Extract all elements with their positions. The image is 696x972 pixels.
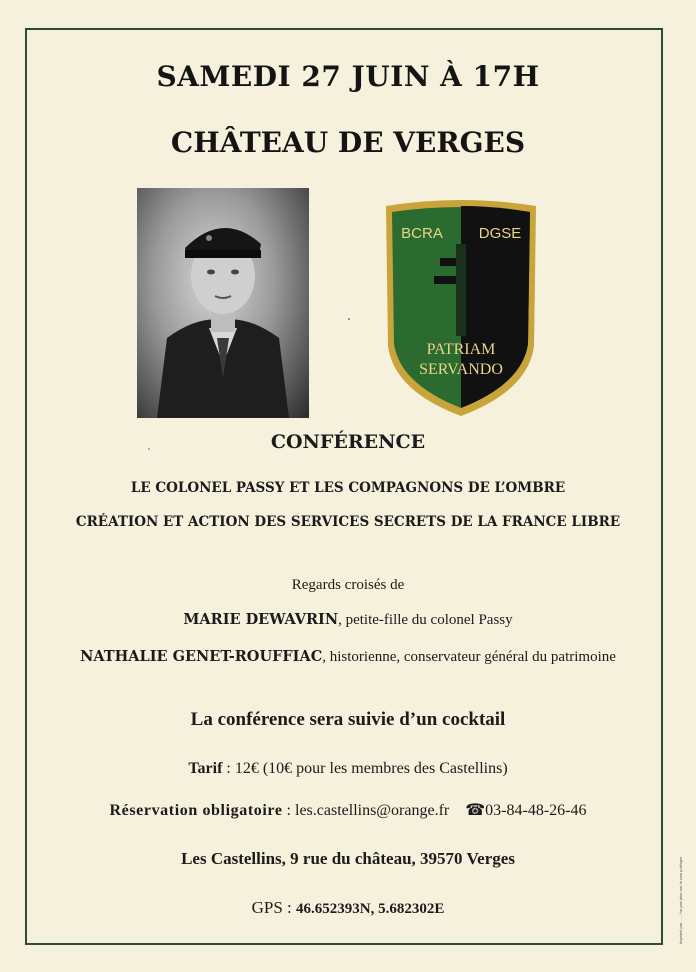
tarif-line [0,760,696,778]
colonel-passy-portrait [137,188,309,418]
speakers-intro: Regards croisés de [291,577,405,593]
speaker-1-name: MARIE DEWAVRIN [183,611,339,628]
conference-subtitle-1: LE COLONEL PASSY ET LES COMPAGNONS DE L’OMBRE [130,480,566,496]
speaker-2 [0,648,696,666]
event-venue-heading: CHÂTEAU DE VERGES [170,126,526,159]
venue-address: Les Castellins, 9 rue du château, 39570 Verges [181,849,515,868]
badge-bcra-text: BCRA [401,225,443,242]
bcra-dgse-shield-icon [378,196,544,418]
badge-motto-line2: SERVANDO [419,361,503,378]
speaker-2-description: , historienne, conservateur général du patrimoine [322,649,616,665]
gps-line [0,898,696,918]
speaker-1 [0,611,696,629]
gps-label: GPS : [251,898,297,917]
speck-mark [348,318,350,320]
reservation-phone: 03-84-48-26-46 [485,802,587,819]
printer-credit: Imprimé par ... – Ne pas jeter sur la voie publique [678,856,683,944]
reservation-email: : les.castellins@orange.fr [282,802,450,819]
gps-coordinates: 46.652393N, 5.682302E [296,901,445,917]
cocktail-notice: La conférence sera suivie d’un cocktail [190,709,506,730]
reservation-label: Réservation obligatoire [109,802,283,819]
event-date-heading: SAMEDI 27 JUIN À 17H [156,60,540,93]
phone-icon: ☎ [465,802,486,819]
badge-motto-line1: PATRIAM [426,341,496,358]
speaker-2-name: NATHALIE GENET-ROUFFIAC [80,648,323,665]
tarif-label: Tarif [188,760,223,777]
tarif-value: : 12€ (10€ pour les membres des Castellins) [222,760,508,777]
reservation-line [0,800,696,820]
speaker-1-description: , petite-fille du colonel Passy [338,612,513,628]
conference-subtitle-2: CRÉATION ET ACTION DES SERVICES SECRETS DE LA FRANCE LIBRE [75,514,621,530]
conference-heading: CONFÉRENCE [270,431,426,453]
badge-dgse-text: DGSE [478,225,522,242]
